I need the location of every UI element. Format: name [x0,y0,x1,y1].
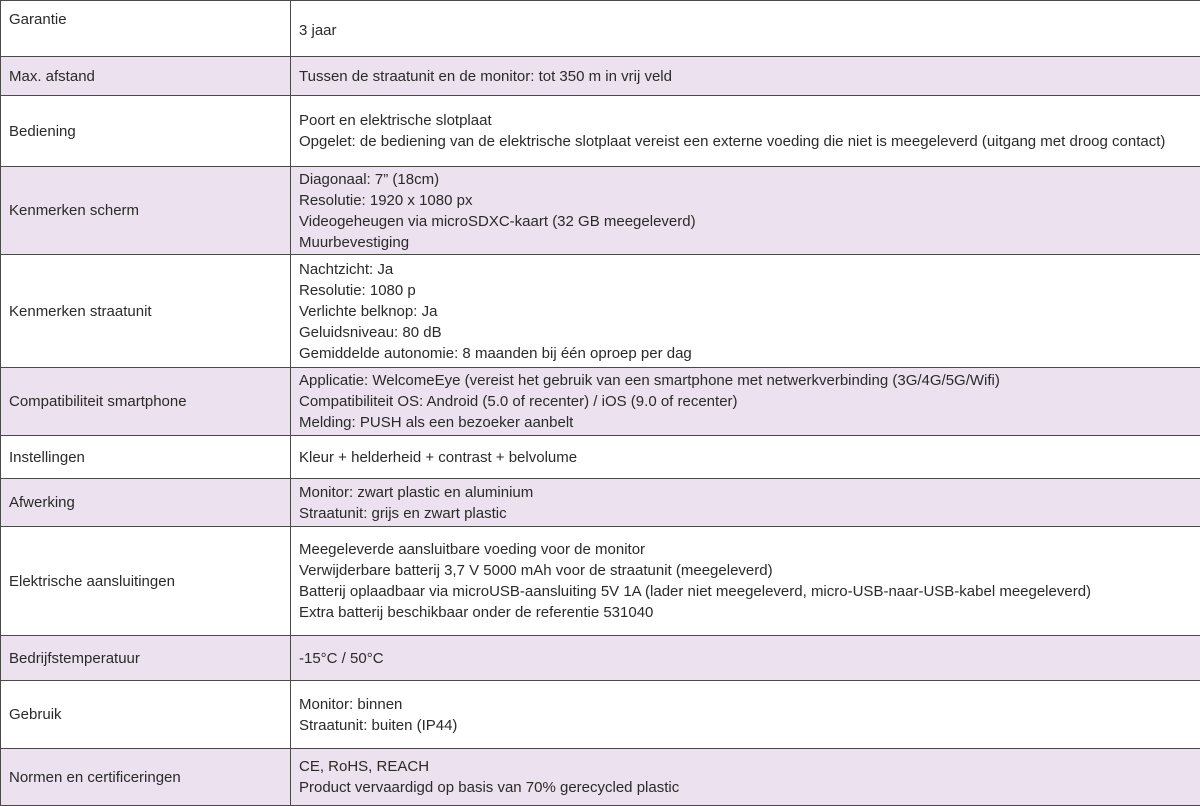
row-label: Bediening [1,96,291,167]
table-row [1,255,1200,368]
value-line: Muurbevestiging [299,232,1190,253]
value-line: Poort en elektrische slotplaat [299,110,1190,131]
value-line: Straatunit: grijs en zwart plastic [299,503,1190,524]
row-value [291,1,1200,57]
value-line: Extra batterij beschikbaar onder de referentie 531040 [299,602,1190,623]
row-label: Garantie [1,1,291,57]
row-value [291,167,1200,255]
row-value [291,636,1200,681]
table-row [1,57,1200,96]
row-value [291,255,1200,368]
row-value [291,479,1200,527]
value-line: Verwijderbare batterij 3,7 V 5000 mAh voor de straatunit (meegeleverd) [299,560,1190,581]
value-line: Melding: PUSH als een bezoeker aanbelt [299,412,1190,433]
row-label: Instellingen [1,436,291,479]
row-label: Afwerking [1,479,291,527]
row-label: Elektrische aansluitingen [1,527,291,636]
row-value [291,436,1200,479]
table-row [1,167,1200,255]
row-value [291,96,1200,167]
table-row [1,96,1200,167]
value-line: Monitor: binnen [299,694,1190,715]
value-line: 3 jaar [299,20,1190,41]
value-line: Compatibiliteit OS: Android (5.0 of recenter) / iOS (9.0 of recenter) [299,391,1190,412]
value-line: Gemiddelde autonomie: 8 maanden bij één oproep per dag [299,343,1190,364]
table-row [1,681,1200,749]
table-row [1,636,1200,681]
row-value [291,681,1200,749]
row-label: Kenmerken straatunit [1,255,291,368]
value-line: Geluidsniveau: 80 dB [299,322,1190,343]
value-line: Resolutie: 1080 p [299,280,1190,301]
value-line: Opgelet: de bediening van de elektrische slotplaat vereist een externe voeding die niet is meegeleverd (uitgang met droog contact) [299,131,1190,152]
value-line: Videogeheugen via microSDXC-kaart (32 GB meegeleverd) [299,211,1190,232]
value-line: Monitor: zwart plastic en aluminium [299,482,1190,503]
table-row [1,436,1200,479]
row-label: Compatibiliteit smartphone [1,368,291,436]
value-line: Applicatie: WelcomeEye (vereist het gebruik van een smartphone met netwerkverbinding (3G/4G/5G/Wifi) [299,370,1190,391]
value-line: Diagonaal: 7” (18cm) [299,169,1190,190]
value-line: Product vervaardigd op basis van 70% gerecycled plastic [299,777,1190,798]
table-row [1,368,1200,436]
row-value [291,749,1200,806]
row-label: Gebruik [1,681,291,749]
row-label: Bedrijfstemperatuur [1,636,291,681]
value-line: Verlichte belknop: Ja [299,301,1190,322]
row-value [291,527,1200,636]
value-line: Straatunit: buiten (IP44) [299,715,1190,736]
row-label: Normen en certificeringen [1,749,291,806]
table-row [1,749,1200,806]
value-line: Kleur + helderheid + contrast + belvolume [299,447,1190,468]
row-label: Max. afstand [1,57,291,96]
row-value [291,57,1200,96]
table-row [1,1,1200,57]
row-label: Kenmerken scherm [1,167,291,255]
value-line: CE, RoHS, REACH [299,756,1190,777]
value-line: -15°C / 50°C [299,648,1190,669]
table-row [1,527,1200,636]
value-line: Nachtzicht: Ja [299,259,1190,280]
value-line: Meegeleverde aansluitbare voeding voor de monitor [299,539,1190,560]
value-line: Batterij oplaadbaar via microUSB-aansluiting 5V 1A (lader niet meegeleverd, micro-USB-naar-USB-kabel meegeleverd) [299,581,1190,602]
row-value [291,368,1200,436]
table-row [1,479,1200,527]
value-line: Tussen de straatunit en de monitor: tot 350 m in vrij veld [299,66,1190,87]
value-line: Resolutie: 1920 x 1080 px [299,190,1190,211]
